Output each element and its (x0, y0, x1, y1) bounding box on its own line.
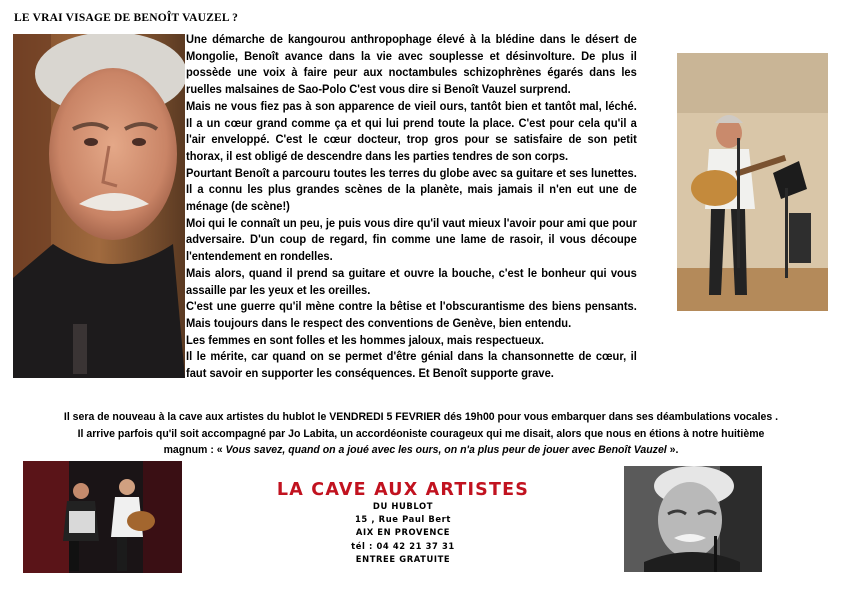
venue-city: AIX EN PROVENCE (355, 527, 451, 538)
paragraph: Les femmes en sont folles et les hommes jaloux, mais respectueux. (186, 332, 545, 347)
announcement-line: Il sera de nouveau à la cave aux artistes du hublot le VENDREDI 5 FEVRIER dés 19h00 pour vous embarquer dans ses déambulations vocales . (63, 411, 779, 423)
singer-photo (677, 53, 828, 311)
portrait-photo (13, 34, 185, 378)
paragraph: Mais ne vous fiez pas à son apparence de vieil ours, tantôt bien et tantôt mal, léché. Il a un cœur grand comme ça et qui lui prend toute la place. C'est pour cela qu'il a l'air enveloppé. C'est le cœur docteur, trop gros pour se satisfaire de son petit thorax, il est obligé de descendre dans les parties tendres de son corps. (186, 98, 637, 163)
paragraph: Pourtant Benoît a parcouru toutes les terres du globe avec sa guitare et ses lunettes. Il a connu les plus grandes scènes de la planète, mais jamais il n'en eut une de ménage (de scène!) (186, 165, 637, 214)
paragraph: Il le mérite, car quand on se permet d'être génial dans la chansonnette de cœur, il faut savoir en supporter les conséquences. Et Benoît supporte grave. (186, 349, 637, 381)
venue-entry: ENTREE GRATUITE (355, 553, 451, 564)
quote-suffix: ». (666, 444, 679, 456)
bw-portrait-photo (624, 466, 762, 572)
venue-name: LA CAVE AUX ARTISTES (276, 480, 530, 500)
venue-street: 15 , Rue Paul Bert (355, 514, 451, 525)
paragraph: Une démarche de kangourou anthropophage élevé à la blédine dans le désert de Mongolie, Benoît avance dans la vie avec souplesse et désinvolture. De plus il possède une voix à faire peur aux noctambules schizophrènes égarés dans les ruelles malsaines de Sao-Polo C'est vous dire si Benoît Vauzel surprend. (186, 32, 637, 97)
venue-subtitle: DU HUBLOT (372, 501, 434, 511)
duo-photo (23, 461, 182, 573)
announcement-line: Il arrive parfois qu'il soit accompagné par Jo Labita, un accordéoniste courageux qui me disait, alors que nous en étions à notre huitième (77, 427, 765, 440)
venue-phone: tél : 04 42 21 37 31 (351, 540, 455, 551)
announcement (38, 409, 803, 459)
paragraph: Moi qui le connaît un peu, je puis vous dire qu'il vaut mieux l'avoir pour ami que pour adversaire. D'un coup de regard, fin comme une lame de rasoir, il vous découpe l'entendement en rondelles. (186, 215, 637, 264)
venue-block (268, 480, 538, 566)
paragraph: C'est une guerre qu'il mène contre la bêtise et l'obscurantisme des biens pensants. Mais toujours dans le respect des conventions de Genève, bien entendu. (186, 299, 637, 330)
announcement-line (38, 442, 803, 459)
paragraph: Mais alors, quand il prend sa guitare et ouvre la bouche, c'est le bonheur qui vous assaille par les yeux et les oreilles. (186, 265, 637, 297)
quote-prefix: magnum : « (163, 444, 223, 456)
page-title: LE VRAI VISAGE DE BENOÎT VAUZEL ? (14, 12, 239, 24)
quote-text: Vous savez, quand on a joué avec les ours, on n'a plus peur de jouer avec Benoît Vauzel (222, 444, 667, 456)
article-body (186, 31, 637, 382)
